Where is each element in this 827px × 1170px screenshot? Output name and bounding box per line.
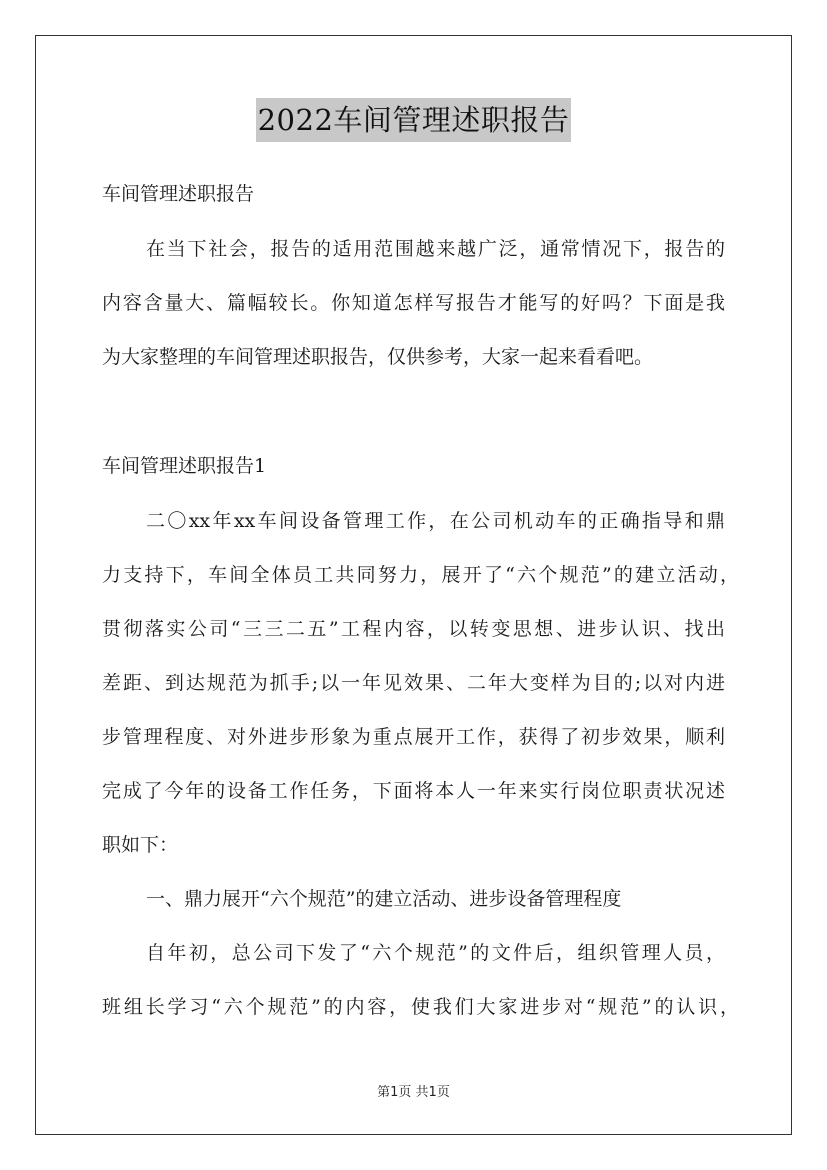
title-container [0,98,827,142]
paragraph-line: 自年初，总公司下发了“六个规范”的文件后，组织管理人员， [146,942,725,964]
subsection-heading: 一、鼎力展开“六个规范”的建立活动、进步设备管理程度 [146,888,622,910]
paragraph-line: 内容含量大、篇幅较长。你知道怎样写报告才能写的好吗？下面是我 [102,292,725,314]
paragraph-line: 在当下社会，报告的适用范围越来越广泛，通常情况下，报告的 [146,238,725,260]
paragraph-line: 为大家整理的车间管理述职报告，仅供参考，大家一起来看看吧。 [102,346,654,368]
paragraph-line: 二〇xx年xx车间设备管理工作，在公司机动车的正确指导和鼎 [146,510,725,532]
paragraph-line: 步管理程度、对外进步形象为重点展开工作，获得了初步效果，顺利 [102,726,725,748]
document-title: 2022车间管理述职报告 [256,98,572,142]
paragraph-line: 班组长学习“六个规范”的内容，使我们大家进步对“规范”的认识， [102,996,739,1018]
paragraph-line: 职如下： [102,834,179,856]
section-heading: 车间管理述职报告 [102,183,255,205]
paragraph-line: 完成了今年的设备工作任务，下面将本人一年来实行岗位职责状况述 [102,780,725,802]
section-heading: 车间管理述职报告1 [102,455,267,477]
paragraph-line: 贯彻落实公司“三三二五”工程内容，以转变思想、进步认识、找出 [102,618,725,640]
paragraph-line: 差距、到达规范为抓手;以一年见效果、二年大变样为目的;以对内进 [102,672,725,694]
page-footer: 第1页 共1页 [377,1085,450,1100]
paragraph-line: 力支持下，车间全体员工共同努力，展开了“六个规范”的建立活动， [102,564,739,586]
